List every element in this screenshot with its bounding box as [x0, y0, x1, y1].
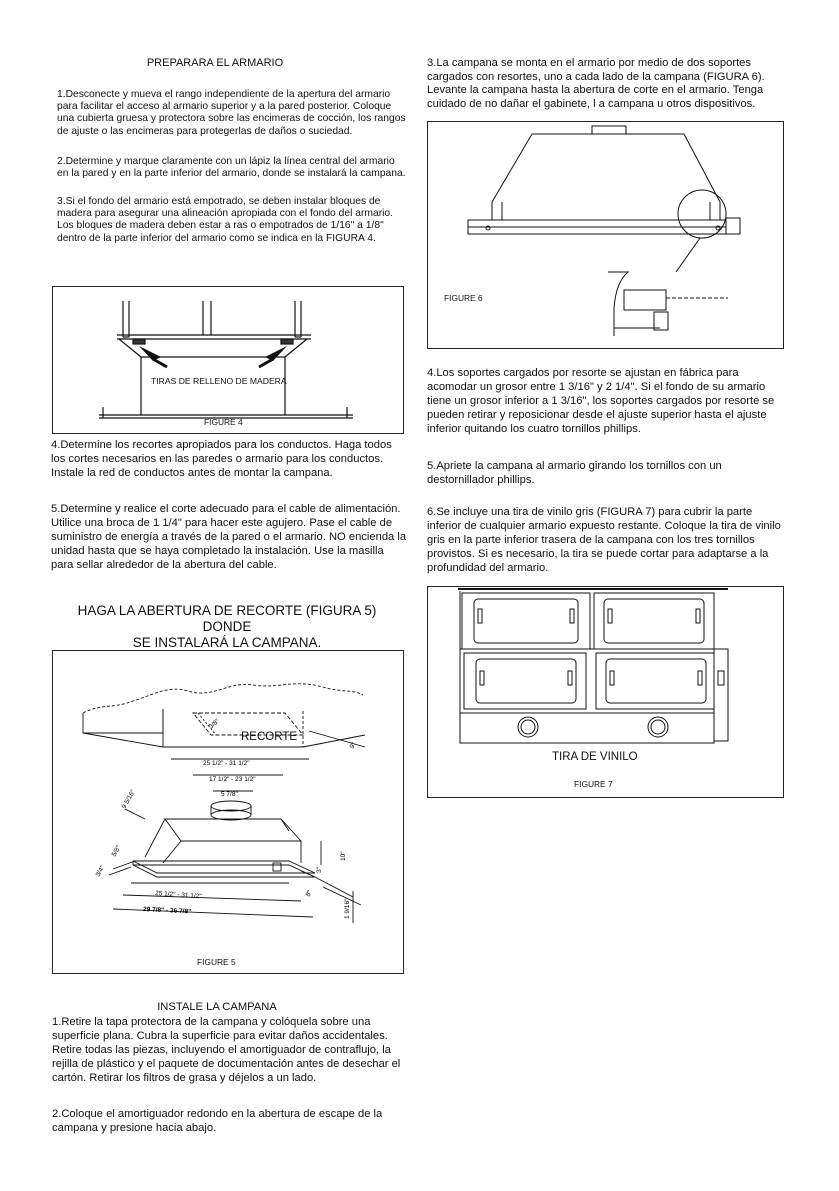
dim-3-8: 3/8" [207, 717, 221, 731]
figure-5-caption: FIGURE 5 [197, 957, 236, 967]
dim-25-31-top: 25 1/2" - 31 1/2" [203, 760, 250, 767]
figure-6-drawing [428, 122, 783, 348]
dim-3-4: 3/4" [94, 864, 107, 878]
figure-5-title [52, 603, 402, 651]
dim-10: 10" [340, 851, 347, 861]
figure-5-title-line2: SE INSTALARÁ LA CAMPANA. [132, 635, 322, 650]
figure-4-label: TIRAS DE RELLENO DE MADERA [151, 376, 287, 386]
paragraph-5: 5.Determine y realice el corte adecuado para el cable de alimentación. Utilice una broca de 1 1/4" para hacer este agujero. Pase el cable de suministro de energía a través de la pared o el armario. NO encienda la unidad hasta que se haya completado la instalación. Use la masilla para sellar alrededor de la abertura del cable. [51, 503, 407, 571]
dim-8: 8" [304, 889, 314, 898]
install-paragraph-1: 1.Retire la tapa protectora de la campana y colóquela sobre una superficie plana. Cubra la superficie para evitar daños accidentales. Retire todas las piezas, incluyendo el amortiguador de contraflujo, la rejilla de plástico y el paquete de documentación antes de desechar el cartón. Retirar los filtros de grasa y déjelos a un lado. [52, 1016, 401, 1084]
right-paragraph-4: 4.Los soportes cargados por resorte se ajustan en fábrica para acomodar un grosor entre 1 3/16" y 2 1/4". Si el fondo de su armario tiene un grosor inferior a 1 3/16", los soportes cargados por resorte se pueden retirar y reposicionar desde el ajuste superior hasta el ajuste inferior quitando los cuatro tornillos phillips. [427, 367, 775, 435]
paragraph-1: 1.Desconecte y mueva el rango independiente de la apertura del armario para facilitar el acceso al armario superior y a la pared posterior. Coloque una cubierta gruesa y protectora sobre las encimeras de cocción, los rangos de ajuste o las encimeras para protegerlas de daños o suciedad. [57, 89, 406, 137]
dim-29-36: 29 7/8" - 36 7/8" [142, 906, 192, 916]
right-paragraph-6: 6.Se incluye una tira de vinilo gris (FIGURA 7) para cubrir la parte inferior de cualquier armario expuesto restante. Coloque la tira de vinilo gris en la parte inferior trasera de la campana con los tres tornillos provistos. Si es necesario, la tira se puede cortar para adaptarse a la profundidad del armario. [427, 506, 781, 574]
paragraph-3: 3.Si el fondo del armario está empotrado, se deben instalar bloques de madera para asegurar una alineación apropiada con el fondo del armario. Los bloques de madera deben estar a ras o empotrados de 1/16" a 1/8" dentro de la parte inferior del armario como se indica en la FIGURA 4. [57, 196, 394, 244]
figure-5 [52, 650, 404, 974]
figure-5-drawing [53, 651, 403, 973]
section-heading-install: INSTALE LA CAMPANA [157, 1001, 277, 1013]
figure-5-title-line1: HAGA LA ABERTURA DE RECORTE (FIGURA 5) DONDE [77, 603, 377, 634]
figure-7-caption: FIGURE 7 [574, 779, 613, 789]
dim-3: 3" [316, 867, 323, 873]
right-paragraph-3: 3.La campana se monta en el armario por medio de dos soportes cargados con resortes, uno a cada lado de la campana (FIGURA 6). Levante la campana hasta la abertura de corte en el armario. Tenga cuidado de no dañar el gabinete, l a campana u otros dispositivos. [427, 57, 765, 110]
figure-4-caption: FIGURE 4 [204, 417, 243, 427]
figure-5-recorte-label: RECORTE [241, 731, 298, 743]
dim-1-9-16: 1 9/16" [344, 898, 351, 919]
figure-4-drawing [53, 287, 403, 433]
right-paragraph-5: 5.Apriete la campana al armario girando los tornillos con un destornillador phillips. [427, 460, 722, 486]
dim-25-31-bottom: 25 1/2" - 31 1/2" [154, 890, 202, 901]
dim-9: 9" [348, 741, 358, 750]
figure-6 [427, 121, 784, 349]
dim-17-23: 17 1/2" - 23 1/2" [209, 776, 256, 783]
figure-7 [427, 586, 784, 798]
figure-7-drawing [428, 587, 783, 797]
dim-5-7-8: 5 7/8" [221, 791, 238, 798]
install-paragraph-2: 2.Coloque el amortiguador redondo en la abertura de escape de la campana y presione hacia abajo. [52, 1108, 383, 1134]
figure-6-caption: FIGURE 6 [444, 293, 483, 303]
figure-7-label: TIRA DE VINILO [552, 751, 638, 763]
paragraph-4: 4.Determine los recortes apropiados para los conductos. Haga todos los cortes necesarios en las paredes o armario para los conductos. Instale la red de conductos antes de montar la campana. [51, 439, 392, 479]
section-heading-prepare: PREPARARA EL ARMARIO [146, 57, 284, 69]
figure-4 [52, 286, 404, 434]
dim-5-8: 5/8" [110, 844, 123, 858]
paragraph-2: 2.Determine y marque claramente con un lápiz la línea central del armario en la pared y en la parte inferior del armario, donde se instalará la campana. [57, 156, 406, 180]
dim-9-5-16: 9 5/16" [120, 788, 137, 810]
